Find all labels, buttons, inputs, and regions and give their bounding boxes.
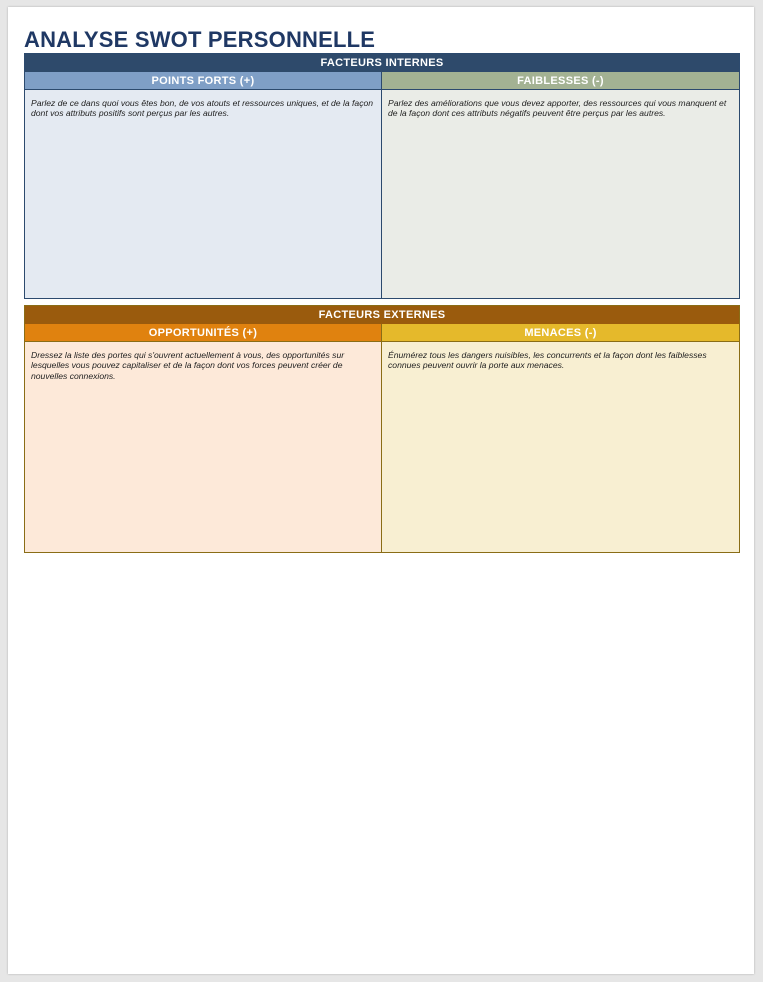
weaknesses-header: FAIBLESSES (-) bbox=[382, 72, 739, 90]
strengths-column bbox=[25, 72, 382, 298]
opportunities-text-area[interactable] bbox=[25, 342, 381, 552]
internal-factors-columns bbox=[25, 72, 739, 298]
opportunities-text: Dressez la liste des portes qui s'ouvrent actuellement à vous, des opportunités sur lesquelles vous pouvez capitaliser et de la façon dont vos forces peuvent créer de nouvelles connexions. bbox=[31, 350, 345, 381]
opportunities-header: OPPORTUNITÉS (+) bbox=[25, 324, 381, 342]
page-title: ANALYSE SWOT PERSONNELLE bbox=[24, 27, 376, 52]
opportunities-column bbox=[25, 324, 382, 552]
internal-factors-band: FACTEURS INTERNES bbox=[25, 54, 739, 72]
threats-text: Énumérez tous les dangers nuisibles, les concurrents et la façon dont les faiblesses connues peuvent ouvrir la porte aux menaces. bbox=[388, 350, 707, 371]
threats-column bbox=[382, 324, 739, 552]
weaknesses-column bbox=[382, 72, 739, 298]
strengths-header: POINTS FORTS (+) bbox=[25, 72, 381, 90]
strengths-text: Parlez de ce dans quoi vous êtes bon, de vos atouts et ressources uniques, et de la façon dont vos attributs positifs sont perçus par les autres. bbox=[31, 98, 374, 119]
external-factors-band: FACTEURS EXTERNES bbox=[25, 306, 739, 324]
internal-factors-section bbox=[24, 53, 740, 299]
weaknesses-text-area[interactable] bbox=[382, 90, 739, 298]
external-factors-section bbox=[24, 305, 740, 553]
external-factors-columns bbox=[25, 324, 739, 552]
weaknesses-text: Parlez des améliorations que vous devez apporter, des ressources qui vous manquent et de la façon dont ces attributs négatifs peuvent être perçus par les autres. bbox=[388, 98, 727, 119]
document-page bbox=[8, 7, 754, 974]
threats-header: MENACES (-) bbox=[382, 324, 739, 342]
strengths-text-area[interactable] bbox=[25, 90, 381, 298]
threats-text-area[interactable] bbox=[382, 342, 739, 552]
